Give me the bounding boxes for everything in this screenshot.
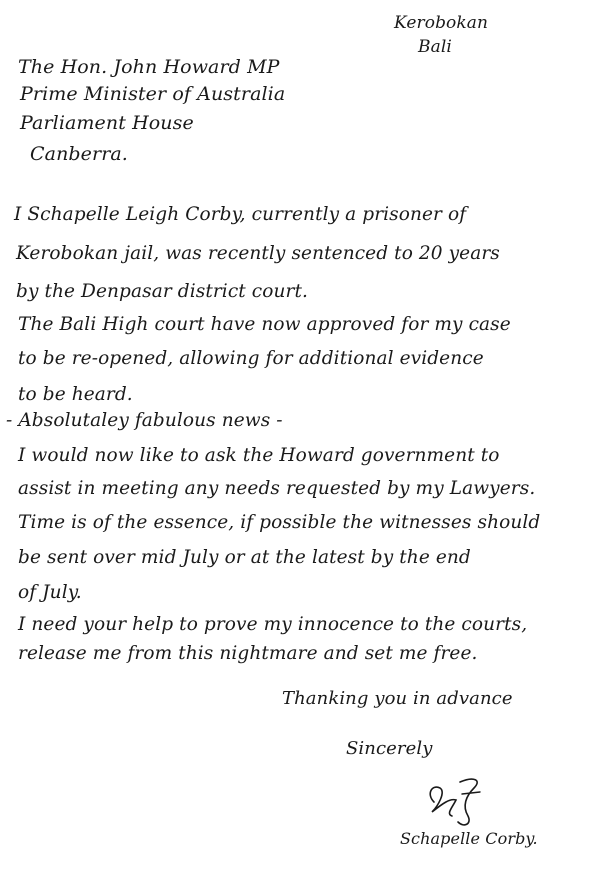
printed-name: Schapelle Corby. [400,829,538,848]
sender-location-line-2: Bali [418,37,452,57]
body-line-8: I would now like to ask the Howard government to [18,445,500,466]
recipient-line-2: Prime Minister of Australia [20,83,286,105]
body-line-11: be sent over mid July or at the latest by the end [18,547,471,568]
body-line-9: assist in meeting any needs requested by my Lawyers. [18,478,536,499]
body-line-5: to be re-opened, allowing for additional evidence [18,348,484,369]
body-line-6: to be heard. [18,384,133,405]
body-line-4: The Bali High court have now approved for my case [18,314,511,335]
body-line-13: I need your help to prove my innocence to the courts, [18,614,528,635]
body-line-2: Kerobokan jail, was recently sentenced to 20 years [16,243,500,264]
signature-mark [422,772,492,828]
recipient-line-1: The Hon. John Howard MP [18,56,280,78]
closing-thanks: Thanking you in advance [282,688,513,709]
body-line-1: I Schapelle Leigh Corby, currently a prisoner of [14,204,467,225]
recipient-line-3: Parliament House [20,112,194,134]
recipient-line-4: Canberra. [30,143,128,165]
closing-signoff: Sincerely [346,738,433,759]
body-line-12: of July. [18,582,82,603]
body-line-3: by the Denpasar district court. [16,281,308,302]
body-line-7: - Absolutaley fabulous news - [6,410,283,431]
body-line-10: Time is of the essence, if possible the witnesses should [18,512,541,533]
body-line-14: release me from this nightmare and set me free. [18,643,478,664]
sender-location-line-1: Kerobokan [394,13,489,33]
